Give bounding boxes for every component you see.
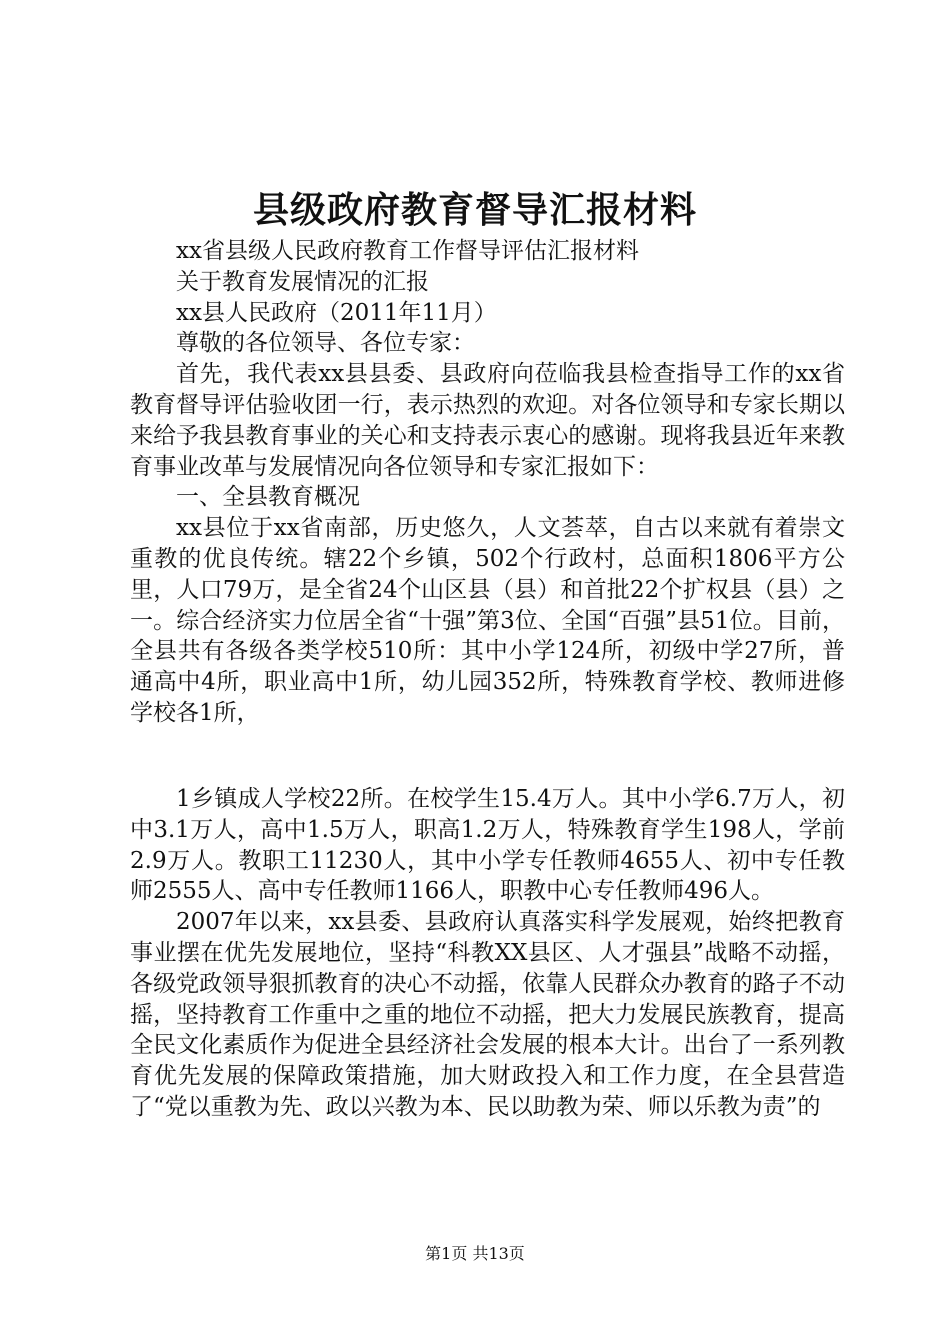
section-heading-overview: 一、全县教育概况: [176, 484, 360, 511]
heading-line-evaluation-report: xx省县级人民政府教育工作督导评估汇报材料: [176, 238, 639, 264]
heading-line-issuer-date: xx县人民政府（2011年11月）: [176, 299, 497, 326]
paragraph-welcome: 首先，我代表xx县县委、县政府向莅临我县检查指导工作的xx省教育督导评估验收团一行，表示热烈的欢迎。对各位领导和专家长期以来给予我县教育事业的关心和支持表示衷心的感谢。现将我县近年来教育事业改革与发展情况向各位领导和专家汇报如下：: [130, 361, 845, 480]
paragraph-student-statistics: 1乡镇成人学校22所。在校学生15.4万人。其中小学6.7万人，初中3.1万人，高中1.5万人，职高1.2万人，特殊教育学生198人，学前2.9万人。教职工11230人，其中小学专任教师4655人、初中专任教师2555人、高中专任教师1166人，职教中心专任教师496人。: [130, 786, 845, 905]
paragraph-county-overview: xx县位于xx省南部，历史悠久，人文荟萃，自古以来就有着崇文重教的优良传统。辖22个乡镇，502个行政村，总面积1806平方公里，人口79万，是全省24个山区县（县）和首批22个扩权县（县）之一。综合经济实力位居全省“十强”第3位、全国“百强”县51位。目前，全县共有各级各类学校510所：其中小学124所，初级中学27所，普通高中4所，职业高中1所，幼儿园352所，特殊教育学校、教师进修学校各1所，: [130, 515, 845, 726]
document-body-block-1: [130, 236, 845, 729]
document-body-block-2: [130, 784, 845, 1123]
paragraph-education-priority: 2007年以来，xx县委、县政府认真落实科学发展观，始终把教育事业摆在优先发展地位，坚持“科教XX县区、人才强县”战略不动摇，各级党政领导狠抓教育的决心不动摇，依靠人民群众办教育的路子不动摇，坚持教育工作重中之重的地位不动摇，把大力发展民族教育，提高全民文化素质作为促进全县经济社会发展的根本大计。出台了一系列教育优先发展的保障政策措施，加大财政投入和工作力度，在全县营造了“党以重教为先、政以兴教为本、民以助教为荣、师以乐教为责”的: [130, 909, 845, 1120]
heading-line-report-topic: 关于教育发展情况的汇报: [176, 268, 429, 295]
document-title: 县级政府教育督导汇报材料: [252, 189, 697, 231]
salutation: 尊敬的各位领导、各位专家：: [176, 330, 475, 357]
page-number-footer: 第1页 共13页: [425, 1244, 525, 1263]
